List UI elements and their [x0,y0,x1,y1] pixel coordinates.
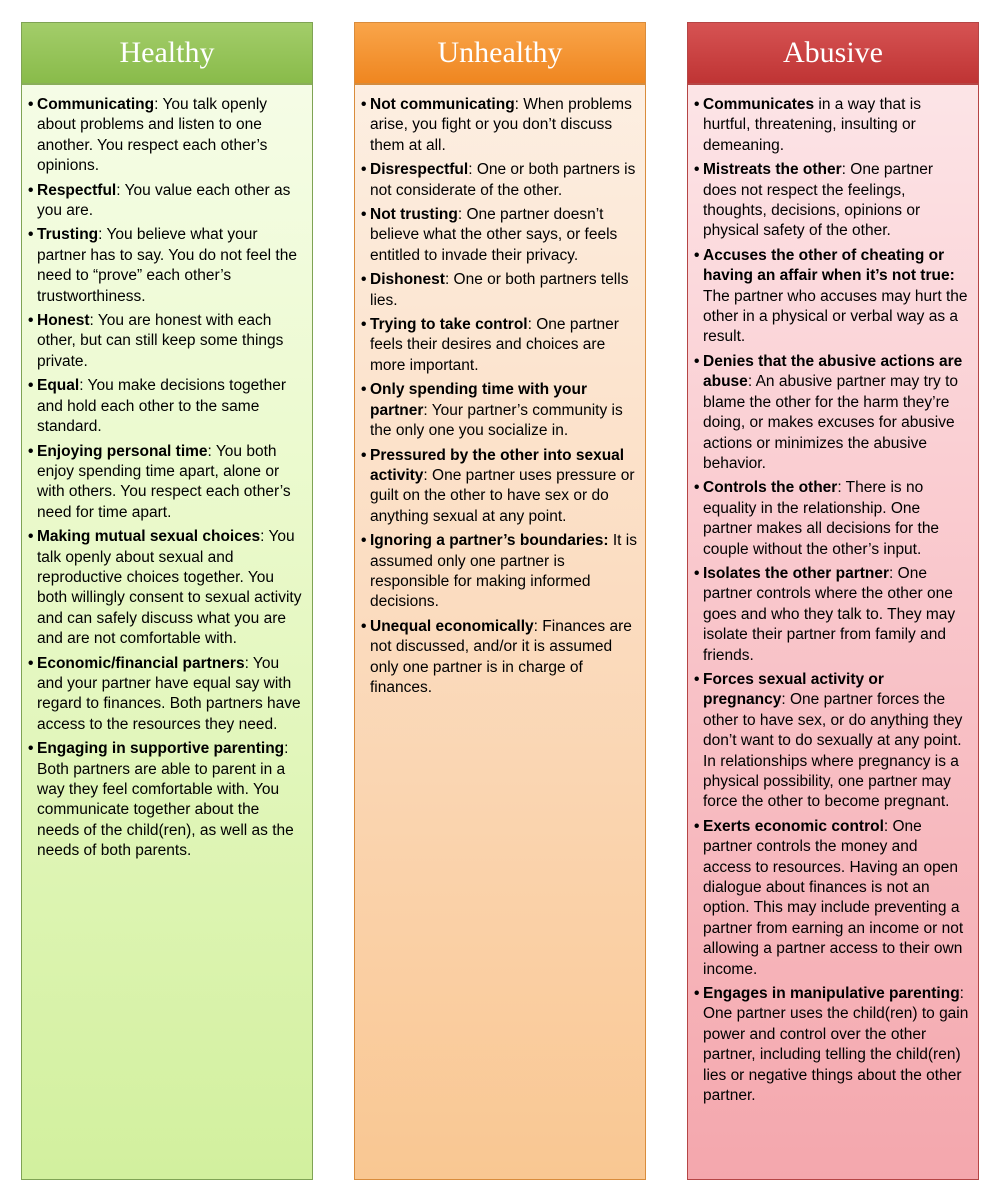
item-text: : There is no equality in the relationship. One partner makes all decisions for the couple without the other’s input. [703,479,940,558]
item-text: in a way that is hurtful, threatening, insulting or demeaning. [703,96,921,154]
item-text: : You and your partner have equal say with regard to finances. Both partners have access to the resources they need. [37,654,301,733]
healthy-column [21,22,313,1180]
item-text: : One partner controls the money and access to resources. Having an open dialogue about finances is not an option. This may include preventing a partner from earning an income or not allowing a partner access to their own income. [703,817,964,978]
item-term: Engages in manipulative parenting [703,985,960,1003]
item-text: : One partner uses pressure or guilt on the other to have sex or do anything sexual at any point. [370,466,635,525]
item-term: Pressured by the other into sexual activity [370,446,625,484]
list-item [694,817,970,980]
list-item [694,984,970,1106]
list-item [361,446,637,528]
list-item [361,205,637,266]
item-text: : You are honest with each other, but can still keep some things private. [37,312,284,370]
item-text: : When problems arise, you fight or you don’t discuss them at all. [370,96,632,154]
item-term: Ignoring a partner’s boundaries: [370,532,609,550]
list-item [694,478,970,560]
item-text: : You make decisions together and hold each other to the same standard. [37,377,287,436]
item-term: Isolates the other partner [703,564,890,582]
list-item [694,670,970,813]
list-item [28,311,304,372]
item-text: The partner who accuses may hurt the other in a physical or verbal way as a result. [703,287,968,346]
item-text: : An abusive partner may try to blame the other for the harm they’re doing, or makes excuses for abusive actions or minimizes the abusive behavior. [703,373,959,472]
list-item [361,531,637,613]
item-text: : You both enjoy spending time apart, alone or with others. You respect each other’s need for time apart. [37,442,291,521]
item-text: : One partner feels their desires and choices are more important. [370,316,619,374]
item-term: Communicates [703,96,815,113]
list-item [28,95,304,177]
item-term: Respectful [37,181,117,199]
list-item [28,225,304,307]
item-term: Mistreats the other [703,161,842,179]
item-term: Only spending time with your partner [370,381,588,419]
item-term: Economic/financial partners [37,654,245,672]
item-term: Not trusting [370,206,458,224]
item-term: Trying to take control [370,316,528,334]
list-item [361,270,637,311]
healthy-list [22,85,312,862]
list-item [361,160,637,201]
list-item [361,95,637,156]
list-item [28,376,304,437]
item-text: : One partner controls where the other one goes and who they talk to. They may isolate their partner from family and friends. [703,564,956,664]
item-text: : One partner doesn’t believe what the other says, or feels entitled to invade their privacy. [370,206,618,264]
abusive-list [688,85,978,1107]
unhealthy-column [354,22,646,1180]
item-term: Communicating [37,96,155,113]
list-item [28,654,304,736]
item-text: : You value each other as you are. [37,181,291,220]
list-item [361,315,637,376]
healthy-heading: Healthy [22,23,312,85]
item-term: Accuses the other of cheating or having an affair when it’s not true: [703,246,955,285]
list-item [28,181,304,222]
item-term: Denies that the abusive actions are abuse [703,352,963,391]
list-item [361,617,637,699]
item-term: Equal [37,377,80,395]
item-term: Exerts economic control [703,817,884,835]
list-item [28,527,304,649]
unhealthy-list [355,85,645,698]
item-text: : Finances are not discussed, and/or it is assumed only one partner is in charge of finances. [370,617,632,696]
item-term: Trusting [37,226,99,244]
item-text: : Both partners are able to parent in a way they feel comfortable with. You communicate together about the needs of the child(ren), as well as the needs of both parents. [37,740,294,860]
list-item [28,442,304,524]
item-term: Enjoying personal time [37,442,208,460]
item-term: Disrespectful [370,161,469,179]
item-text: : One partner does not respect the feelings, thoughts, decisions, opinions or physical safety of the other. [703,161,933,240]
item-text: : Your partner’s community is the only one you socialize in. [370,401,623,440]
item-term: Controls the other [703,479,838,497]
abusive-heading: Abusive [688,23,978,85]
item-term: Unequal economically [370,617,534,635]
item-text: : You talk openly about sexual and reproductive choices together. You both willingly consent to sexual activity and can safely discuss what you are and are not comfortable with. [37,528,302,648]
list-item [694,160,970,242]
list-item [694,564,970,666]
list-item [694,352,970,474]
item-term: Not communicating [370,96,515,113]
item-term: Making mutual sexual choices [37,528,261,546]
unhealthy-heading: Unhealthy [355,23,645,85]
list-item [694,95,970,156]
item-text: It is assumed only one partner is responsible for making informed decisions. [370,532,637,611]
list-item [694,246,970,348]
item-text: : One or both partners is not considerate of the other. [370,161,636,199]
list-item [361,380,637,441]
item-text: : One partner uses the child(ren) to gain power and control over the other partner, including telling the child(ren) lies or negative things about the other partner. [703,985,969,1105]
item-term: Honest [37,312,90,330]
list-item [28,739,304,861]
item-term: Forces sexual activity or pregnancy [703,670,884,709]
item-term: Engaging in supportive parenting [37,740,285,758]
item-term: Dishonest [370,271,445,289]
item-text: : You talk openly about problems and listen to one another. You respect each other’s opinions. [37,96,268,175]
item-text: : One or both partners tells lies. [370,271,629,309]
item-text: : One partner forces the other to have sex, or do anything they don’t want to do sexually at any point. In relationships where pregnancy is a physical possibility, one partner may force the other to become pregnant. [703,691,963,811]
abusive-column [687,22,979,1180]
item-text: : You believe what your partner has to say. You do not feel the need to “prove” each other’s trustworthiness. [37,226,297,305]
